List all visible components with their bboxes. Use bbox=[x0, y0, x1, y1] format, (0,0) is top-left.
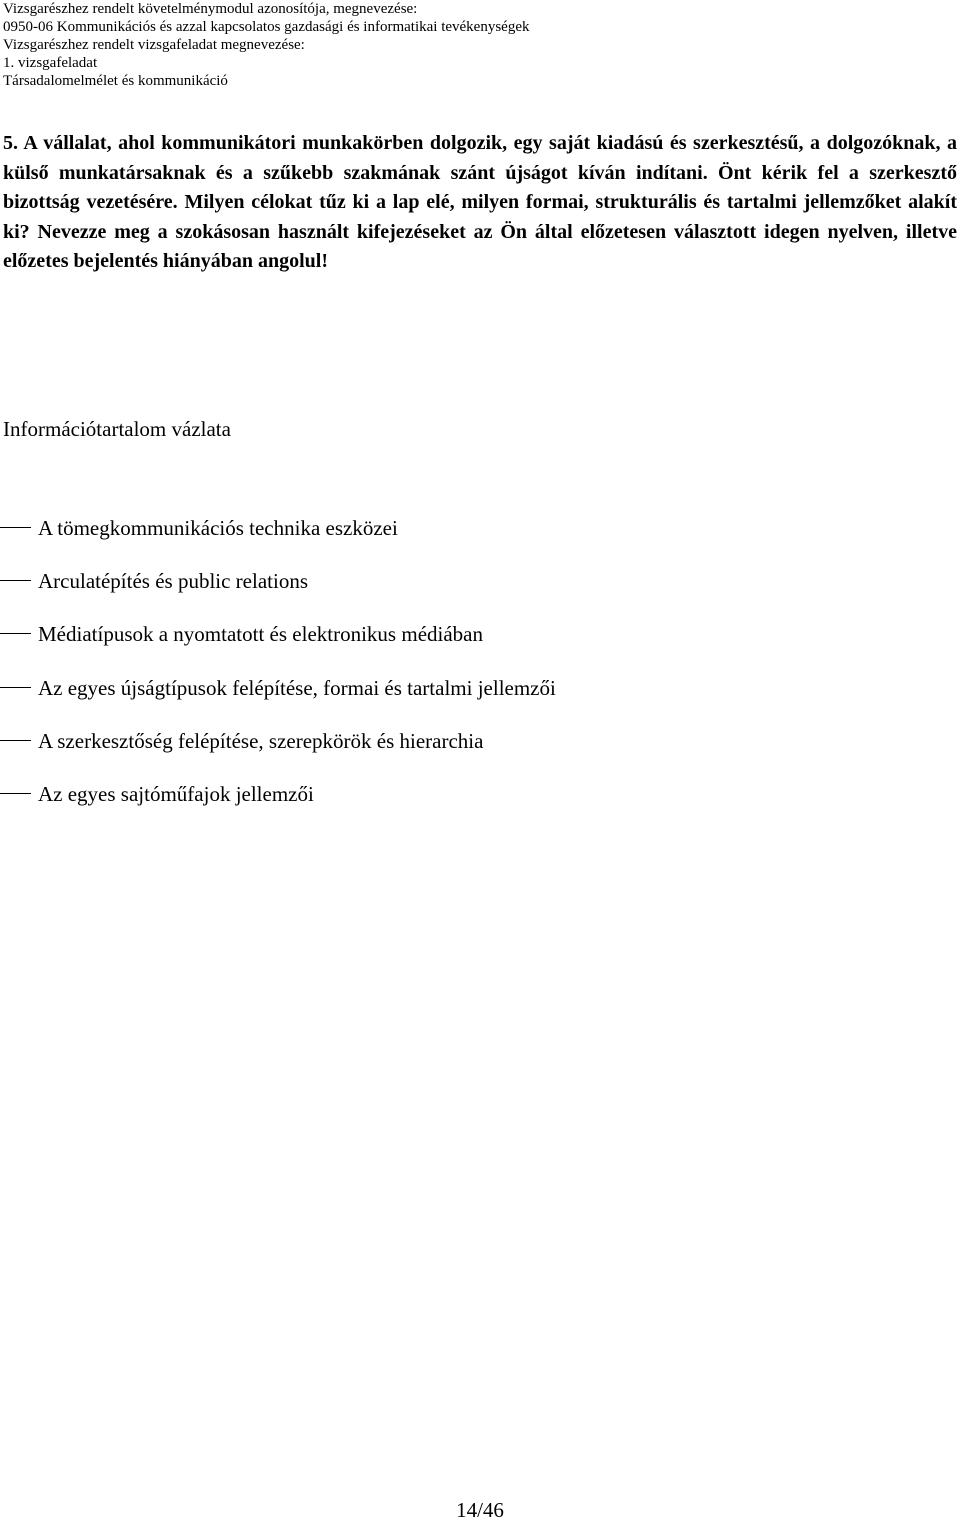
outline-item bbox=[0, 513, 960, 566]
dash-bullet-icon bbox=[0, 740, 31, 741]
outline-item-text: Arculatépítés és public relations bbox=[38, 569, 308, 594]
header-line-module-name: 0950-06 Kommunikációs és azzal kapcsolatos gazdasági és informatikai tevékenységek bbox=[3, 19, 530, 35]
dash-bullet-icon bbox=[0, 527, 31, 528]
dash-bullet-icon bbox=[0, 793, 31, 794]
outline-item bbox=[0, 619, 960, 672]
header-line-task-label: Vizsgarészhez rendelt vizsgafeladat megnevezése: bbox=[3, 37, 305, 53]
outline-title: Információtartalom vázlata bbox=[3, 417, 231, 441]
outline-item-text: Médiatípusok a nyomtatott és elektronikus médiában bbox=[38, 622, 483, 647]
dash-bullet-icon bbox=[0, 580, 31, 581]
task-question: 5. A vállalat, ahol kommunikátori munkakörben dolgozik, egy saját kiadású és szerkesztésű, a dolgozóknak, a külső munkatársaknak és a szűkebb szakmának szánt újságot kíván indítani. Önt kérik fel a szerkesztő bizottság vezetésére. Milyen célokat tűz ki a lap elé, milyen formai, strukturális és tartalmi jellemzőket alakít ki? Nevezze meg a szokásosan használt kifejezéseket az Ön által előzetesen választott idegen nyelven, illetve előzetes bejelentés hiányában angolul! bbox=[3, 132, 957, 273]
outline-item-text: A tömegkommunikációs technika eszközei bbox=[38, 516, 398, 540]
header-line-module-label: Vizsgarészhez rendelt követelménymodul azonosítója, megnevezése: bbox=[3, 1, 418, 17]
outline-item bbox=[0, 673, 960, 726]
outline-list bbox=[0, 513, 960, 832]
header-line-task-number: 1. vizsgafeladat bbox=[3, 55, 98, 71]
header-line-task-name: Társadalomelmélet és kommunikáció bbox=[3, 73, 228, 89]
document-header bbox=[3, 0, 953, 90]
outline-item-text: A szerkesztőség felépítése, szerepkörök és hierarchia bbox=[38, 728, 484, 753]
outline-item bbox=[0, 566, 960, 619]
outline-item-text: Az egyes újságtípusok felépítése, formai és tartalmi jellemzői bbox=[38, 675, 556, 700]
dash-bullet-icon bbox=[0, 687, 31, 688]
outline-item bbox=[0, 779, 960, 832]
outline-item-text: Az egyes sajtóműfajok jellemzői bbox=[38, 781, 314, 806]
dash-bullet-icon bbox=[0, 633, 31, 634]
outline-item bbox=[0, 726, 960, 779]
page-number: 14/46 bbox=[456, 1498, 504, 1522]
